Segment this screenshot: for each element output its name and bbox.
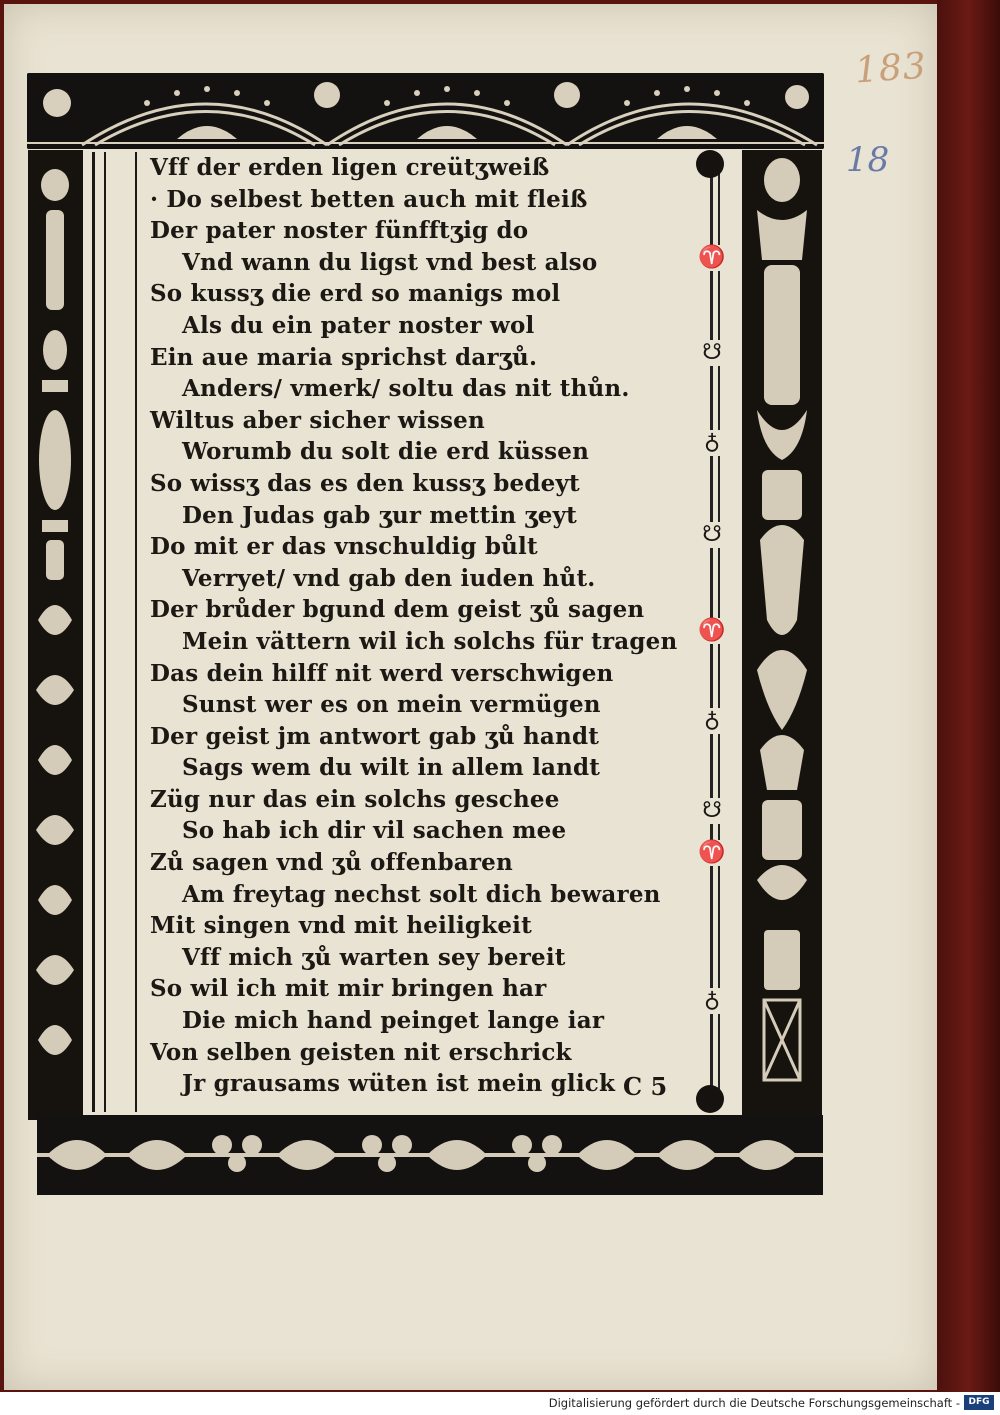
left-rule-outer <box>92 152 95 1112</box>
verse-line: Mit singen vnd mit heiligkeit <box>150 912 532 940</box>
verse-line: · Do selbest betten auch mit fleiß <box>150 185 588 213</box>
verse-line: So kussʒ die erd so manigs mol <box>150 280 561 308</box>
marginal-dot-top <box>696 150 724 178</box>
verse-line: Züg nur das ein solchs geschee <box>150 785 560 813</box>
marginal-symbol: ☋ <box>694 798 730 824</box>
marginal-symbol: ☋ <box>694 522 730 548</box>
verse-line: So wissʒ das es den kussʒ bedeyt <box>150 469 580 497</box>
marginal-symbol: ♈ <box>694 840 730 866</box>
dfg-logo: DFG <box>964 1395 994 1410</box>
left-rule-inner <box>104 152 106 1112</box>
right-woodcut-border <box>742 150 822 1120</box>
book-edge <box>937 0 1000 1392</box>
verse-line: So wil ich mit mir bringen har <box>150 975 547 1003</box>
signature-mark: C 5 <box>623 1072 668 1101</box>
verse-line: Sunst wer es on mein vermügen <box>182 691 601 719</box>
bottom-woodcut-border <box>37 1115 823 1195</box>
verse-line: Der brůder bgund dem geist ʒů sagen <box>150 596 645 624</box>
text-rule <box>135 152 137 1112</box>
left-woodcut-border <box>28 150 83 1120</box>
verse-line: Vff mich ʒů warten sey bereit <box>182 943 566 971</box>
folio-annotation: 18 <box>846 140 890 180</box>
verse-line: Vnd wann du ligst vnd best also <box>182 248 598 276</box>
left-column-ornament <box>28 150 83 1120</box>
verse-line: Zů sagen vnd ʒů offenbaren <box>150 849 513 877</box>
verse-line: Sags wem du wilt in allem landt <box>182 754 601 782</box>
verse-line: Die mich hand peinget lange iar <box>182 1007 605 1035</box>
verse-line: So hab ich dir vil sachen mee <box>182 817 567 845</box>
verse-line: Do mit er das vnschuldig bůlt <box>150 533 538 561</box>
verse-line: Ein aue maria sprichst darʒů. <box>150 343 538 371</box>
dfg-credit-text: Digitalisierung gefördert durch die Deutsche Forschungsgemeinschaft - <box>548 1396 960 1410</box>
marginal-symbol: ♁ <box>694 430 730 456</box>
marginal-symbol: ♁ <box>694 708 730 734</box>
verse-line: Worumb du solt die erd küssen <box>182 438 590 466</box>
verse-line: Mein vättern wil ich solchs für tragen <box>182 627 678 655</box>
top-ornament-graphic <box>27 73 824 149</box>
marginal-symbol: ♁ <box>694 988 730 1014</box>
verse-line: Als du ein pater noster wol <box>182 311 535 339</box>
marginal-symbol-column <box>688 150 736 1115</box>
verse-line: Jr grausams wüten ist mein glick <box>182 1070 616 1098</box>
verse-line: Das dein hilff nit werd verschwigen <box>150 659 614 687</box>
top-woodcut-border <box>27 73 824 149</box>
marginal-symbol: ♈ <box>694 618 730 644</box>
verse-line: Verryet/ vnd gab den iuden hůt. <box>182 564 596 592</box>
verse-line: Den Judas gab ʒur mettin ʒeyt <box>182 501 578 529</box>
marginal-symbol: ♈ <box>694 245 730 271</box>
verse-line: Am freytag nechst solt dich bewaren <box>182 880 661 908</box>
page-number-annotation: 183 <box>853 45 929 92</box>
verse-line: Der pater noster fünfftʒig do <box>150 217 529 245</box>
verse-text-block <box>150 152 680 1100</box>
verse-line: Anders/ vmerk/ soltu das nit thůn. <box>182 375 630 403</box>
verse-line: Vff der erden ligen creütʒweiß <box>150 154 550 181</box>
bottom-garland-ornament <box>37 1115 823 1195</box>
verse-line: Von selben geisten nit erschrick <box>150 1038 572 1066</box>
verse-line: Der geist jm antwort gab ʒů handt <box>150 722 600 750</box>
marginal-symbol: ☋ <box>694 340 730 366</box>
verse-line: Wiltus aber sicher wissen <box>150 406 485 434</box>
right-column-ornament <box>742 150 822 1120</box>
marginal-dot-bottom <box>696 1085 724 1113</box>
